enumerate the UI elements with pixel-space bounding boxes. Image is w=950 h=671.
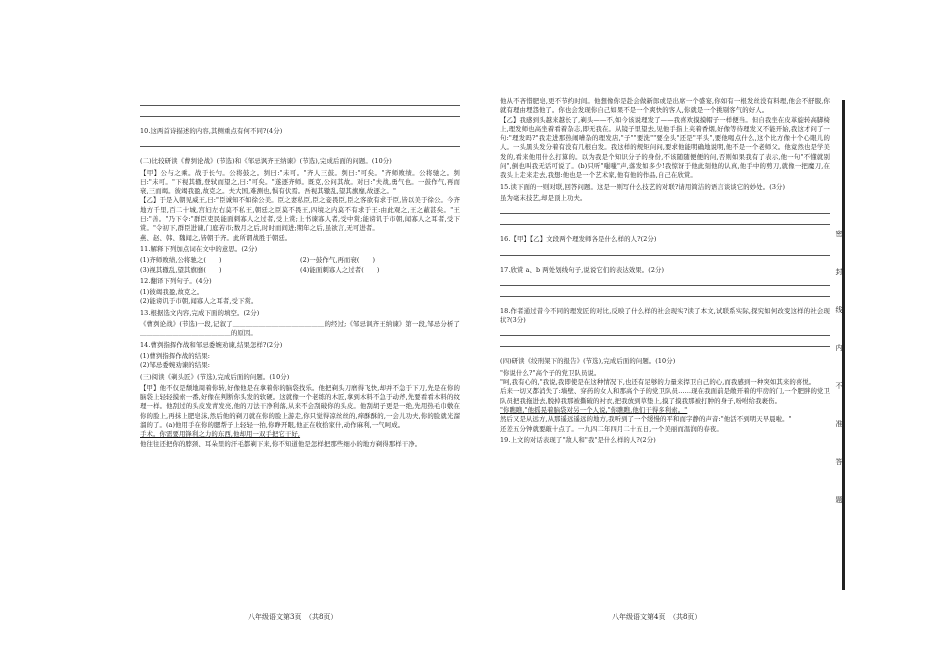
question-19: 19.上文的对话表现了"敌人和"我"是什么样的人?(2分) <box>500 435 656 444</box>
passage-continued: 他从不吝惜肥皂,更不节约时间。他想像你是赴会做新郎或是出席一个盛宴,你如有一根发丝没有料理,他会不舒服,你就有理由埋怨他了。你也会发现你自己如果不是一个爽快的客人,你就是一个挑剔客气的好人。 <box>500 97 830 115</box>
question-15: 15.读下面的一则对联,回答问题。这是一则写什么技艺的对联?请用简洁的语言谈谈它的妙处。(3分) <box>500 182 786 191</box>
q12-item: (2)能谤讥于市朝,闻寡人之耳者,受下赏。 <box>140 297 258 306</box>
binding-char: 内 <box>835 344 843 351</box>
question-13: 13.根据选文内容,完成下面的填空。(2分) <box>140 308 260 317</box>
passage-4-b: "呵,我有心的,"我说,我即使是在这种情况下,也还有足够的力量来捍卫自己的心,而我感到一种突如其来的喜悦。 <box>500 378 816 387</box>
answer-line <box>500 255 830 256</box>
passage-4-f: 还差五分钟就要敲十点了。一九四二年四月二十五日,一个美丽而温润的春夜。 <box>500 424 723 433</box>
question-12: 12.翻译下列句子。(4分) <box>140 276 212 285</box>
q14-item: (2)邹忌委婉劝谏的结果: <box>140 361 211 370</box>
answer-line <box>500 296 830 297</box>
passage-jia-2: 【甲】他不仅是颓地周着你转,好像他是在拿着你的脑袋找乐。他把剃头刀磨得飞快,却并不急于下刀,先是在你的脑袋上轻轻摸索一番,好像在判断你头发的软硬。这就像一个老练的木匠,拿到木料不急于动斧,先要看看木料的纹理一样。他刮过的头皮发青发亮,他的刀法干净利落,从来不会刮破你的头皮。他刮胡子更是一绝,先用热毛巾敷在你的脸上,再抹上肥皂沫,然后他的剃刀就在你的脸上游走,你只觉得凉丝丝的,痒酥酥的,一会儿功夫,你的脸就光溜溜的了。(a)他用手在你的腮帮子上轻轻一拍,你睁开眼,他正在收拾家什,动作麻利,一气呵成。 <box>140 383 460 430</box>
passage-yi-end: 燕、赵、韩、魏闻之,皆朝于齐。此所谓战胜于朝廷。 <box>140 233 292 242</box>
question-10: 10.这两首诗描述的内容,其侧重点有何不同?(4分) <box>140 127 283 135</box>
q13-text: 《曹刿论战》(节选)一段,记叙了＿＿＿＿＿＿＿＿＿＿＿＿＿＿的经过;《邹忌讽齐王纳谏》第一段,邹忌分析了＿＿＿＿＿＿＿＿＿＿＿＿＿＿的原因。 <box>140 320 460 338</box>
question-16: 16.【甲】【乙】文段两个理发师各是什么样的人?(2分) <box>500 235 657 244</box>
passage-4-e: 然后又是从远方,从那遥远遥远的地方,我听到了一个缓慢的平和而字静的声音:"他活不到明天早晨啦。" <box>500 415 792 424</box>
binding-char: 密 <box>835 230 843 237</box>
binding-char: 准 <box>835 420 843 427</box>
passage-4-c: 后来一切又都消失了:墙壁、穿药的女人和那高个子的党卫队员……现在我面前是敞开着的牢房的门,一个肥胖的党卫队员把我拖进去,脱掉我那被撕破的衬衣,把我放到草垫上,摸了摸我那被打肿的身子,吩咐给我裹伤。 <box>500 387 830 405</box>
binding-char: 不 <box>835 382 843 389</box>
answer-line <box>140 105 460 106</box>
answer-line <box>500 224 830 225</box>
answer-line <box>500 335 830 336</box>
passage-yi: 【乙】于是入朝见威王,曰:"臣诚知不如徐公美。臣之妻私臣,臣之妾畏臣,臣之客欲有求于臣,皆以美于徐公。今齐地方千里,百二十城,宫妇左右莫不私王,朝廷之臣莫不畏王,四境之内莫不有求于王:由此观之,王之蔽甚矣。"王曰:"善。"乃下令:"群臣吏民能面刺寡人之过者,受上赏;上书谏寡人者,受中赏;能谤讥于市朝,闻寡人之耳者,受下赏。"令初下,群臣进谏,门庭若市;数月之后,时时而间进;期年之后,虽欲言,无可进者。 <box>140 196 460 233</box>
question-11: 11.解释下列加点词在文中的意思。(2分) <box>140 244 258 253</box>
passage-4-d: "你瞧瞧,"他摇晃着脑袋对另一个人说,"你瞧瞧,他们干得多利索。" <box>500 405 688 414</box>
left-page <box>140 95 460 449</box>
q12-item: (1)彼竭我盈,故克之。 <box>140 288 204 297</box>
binding-margin <box>836 100 854 600</box>
q14-item: (1)曹刿指挥作战的结果: <box>140 351 211 360</box>
answer-line <box>500 285 830 286</box>
answer-line <box>140 116 460 117</box>
question-18: 18.作者通过昔今不同的理发匠的对比,反映了什么样的社会现实?读了本文,试联系实际,探究如何改变这样的社会现状?(3分) <box>500 306 830 325</box>
section-2-title: (二)比较研读《曹刿论战》(节选)和《邹忌讽齐王纳谏》(节选),完成后面的问题。(10分) <box>140 157 392 166</box>
binding-char: 答 <box>835 458 843 465</box>
question-14: 14.曹刿指挥作战和邹忌委婉劝谏,结果怎样?(2分) <box>140 340 283 349</box>
binding-char: 封 <box>835 268 843 275</box>
passage-jia-2-end: 他往往还把你的脖颈、耳朵里的汗毛都剃下来,你不知道他是怎样把那些细小的地方剃得那样干净。 <box>140 439 422 448</box>
binding-char: 线 <box>835 306 843 313</box>
underlined-sentence: 手术。你需要用锋利之力的东西,他却用一双手把它干好, <box>140 430 301 439</box>
question-17: 17.欣赏 a、b 两处划线句子,说说它们的表达效果。(2分) <box>500 265 665 274</box>
passage-4-a: "你说什么?"高个子的党卫队员说。 <box>500 368 601 377</box>
left-page-footer: 八年级语文第3页 （共8页） <box>248 613 338 621</box>
answer-line <box>500 213 830 214</box>
right-page <box>500 97 830 447</box>
section-3-title: (三)阅读《剃头匠》(节选),完成后面的问题。(10分) <box>140 372 290 381</box>
q11-item: (2)一鼓作气,再而衰( ) <box>300 256 376 265</box>
q11-item: (1)齐师败绩,公将驰之( ) <box>140 256 222 265</box>
q11-item: (4)能面刺寡人之过者( ) <box>300 265 380 274</box>
q11-item: (3)视其辙乱,望其旗靡( ) <box>140 265 222 274</box>
answer-line <box>140 146 460 147</box>
binding-char: 题 <box>835 496 843 503</box>
passage-yi-2: 【乙】我感到头越来越长了,剃头——不,如今该说理发了——我喜欢摸摸帽子一样便当。但自我坐在皮革旋转高脚椅上,理发师也高坐着看着杂志,即无我在。从镜子里望去,见他手指上夹着香烟,好像等待理发又不能开始,我这才问了一句:"理发吗?"我走进那热闹嘈杂的理发店,"子""要洗""要全头"还是"平头",要他喝点什么,这个比方像十个心眼儿的人。一头黑头发分着有没有几根白发。我这样的规矩问问,要求他能明确地说明,他不是一个老师父。他竟然也是学美发的,看来他用什么打算的。以为我是个知识分子的身份,不该随随便便的问,否则如果我有了表示,他一句"不懂就别问",倒也叫我无话可说了。(b)只听"嗤嗤"声,落发如多少!我惊讶于他此刻他的认真,他手中的剪刀,就像一把魔刀,在我头上走来走去,我想:他也是一个艺术家,他有他的作品,自己在欣赏。 <box>500 115 830 180</box>
passage-jia: 【甲】公与之乘。战于长勺。公将鼓之。刿曰:"未可。"齐人三鼓。刿曰:"可矣。"齐师败绩。公将驰之。刿曰:"未可。"下视其辙,登轼而望之,曰:"可矣。"遂逐齐师。既克,公问其故。对曰:"夫战,勇气也。一鼓作气,再而衰,三而竭。彼竭我盈,故克之。夫大国,难测也,惧有伏焉。吾视其辙乱,望其旗靡,故逐之。" <box>140 168 460 196</box>
right-page-footer: 八年级语文第4页 （共8页） <box>612 613 702 621</box>
couplet: 虽为毫末技艺,却是顶上功夫。 <box>500 193 587 202</box>
section-4-title: (四)研读《绞刑架下的报告》(节选),完成后面的问题。(10分) <box>500 357 676 366</box>
answer-line <box>500 346 830 347</box>
